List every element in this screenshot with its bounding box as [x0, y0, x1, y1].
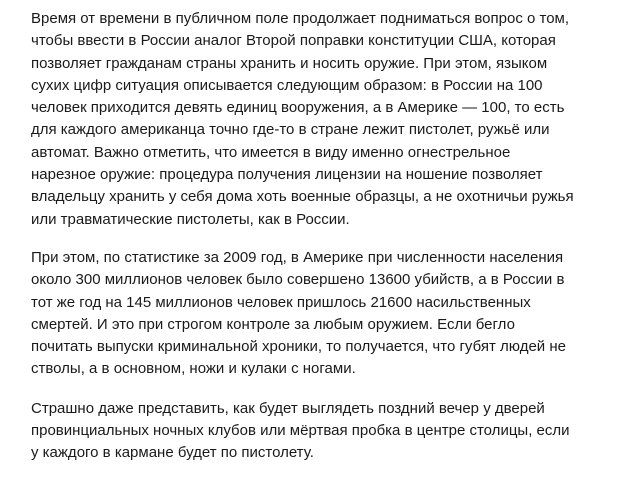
- paragraph-line: Страшно даже представить, как будет выглядеть поздний вечер у дверей: [31, 399, 545, 417]
- paragraph-line: позволяет гражданам страны хранить и носить оружие. При этом, языком: [31, 54, 548, 72]
- paragraph-line: человек приходится девять единиц вооружения, а в Америке — 100, то есть: [31, 99, 565, 117]
- paragraph-line: или травматические пистолеты, как в России.: [31, 210, 350, 228]
- paragraph-line: владельцу хранить у себя дома хоть военные образцы, а не охотничьи ружья: [31, 188, 574, 206]
- paragraph-2: [31, 247, 591, 381]
- paragraph-line: нарезное оружие: процедура получения лицензии на ношение позволяет: [31, 166, 543, 184]
- paragraph-line: около 300 миллионов человек было совершено 13600 убийств, а в России в: [31, 271, 565, 289]
- paragraph-line: автомат. Важно отметить, что имеется в виду именно огнестрельное: [31, 143, 511, 161]
- paragraph-line: у каждого в кармане будет по пистолету.: [31, 444, 314, 462]
- paragraph-line: стволы, а в основном, ножи и кулаки с ногами.: [31, 360, 356, 378]
- paragraph-line: для каждого американца точно где-то в стране лежит пистолет, ружьё или: [31, 121, 550, 139]
- paragraph-line: Время от времени в публичном поле продолжает подниматься вопрос о том,: [31, 10, 570, 27]
- paragraph-3: [31, 398, 591, 465]
- paragraph-line: чтобы ввести в России аналог Второй поправки конституции США, которая: [31, 32, 556, 50]
- paragraph-line: смертей. И это при строгом контроле за любым оружием. Если бегло: [31, 315, 515, 333]
- paragraph-line: тот же год на 145 миллионов человек пришлось 21600 насильственных: [31, 293, 531, 311]
- paragraph-line: При этом, по статистике за 2009 год, в Америке при численности населения: [31, 248, 564, 266]
- paragraph-line: сухих цифр ситуация описывается следующим образом: в России на 100: [31, 76, 543, 94]
- paragraph-1: [31, 0, 591, 231]
- paragraph-line: провинциальных ночных клубов или мёртвая пробка в центре столицы, если: [31, 422, 570, 440]
- paragraph-line: почитать выпуски криминальной хроники, то получается, что губят людей не: [31, 338, 566, 356]
